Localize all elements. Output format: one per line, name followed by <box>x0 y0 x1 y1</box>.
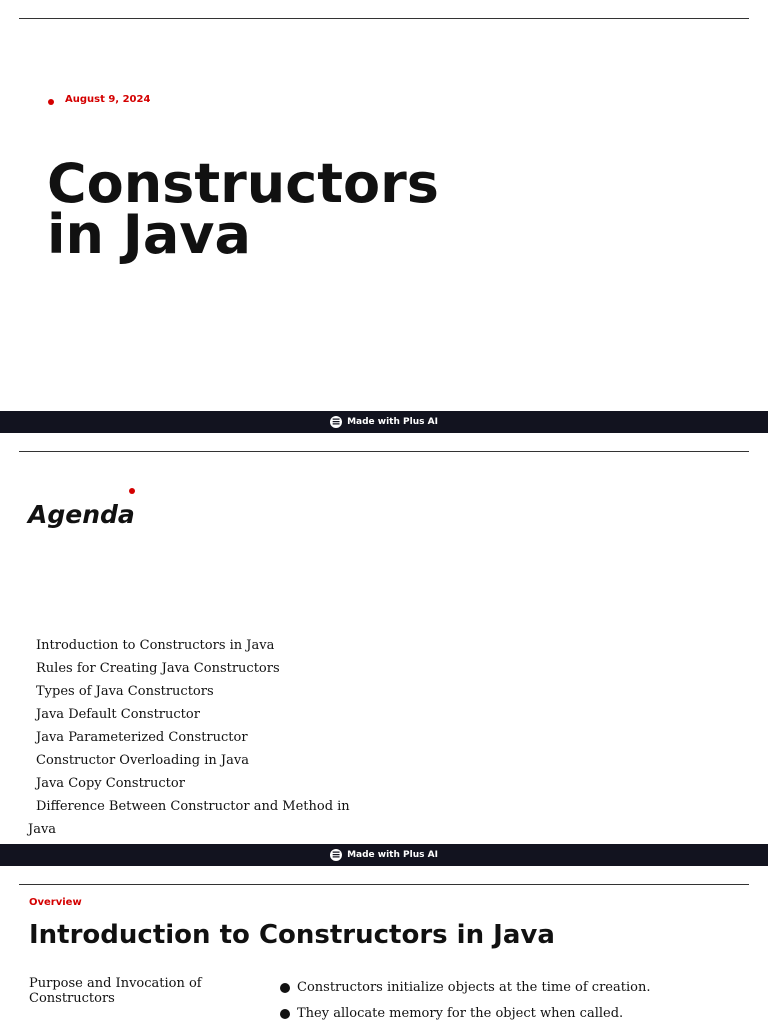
agenda-item: Introduction to Constructors in Java <box>36 638 275 653</box>
slide-title <box>47 152 439 266</box>
bullet-item <box>280 975 650 1001</box>
agenda-accent-dot-icon <box>129 488 135 494</box>
agenda-item: Rules for Creating Java Constructors <box>36 661 280 676</box>
agenda-list <box>28 634 358 841</box>
agenda-item-continuation: Java <box>28 822 57 837</box>
bullet-icon <box>280 1009 290 1019</box>
agenda-item: Java Parameterized Constructor <box>36 730 248 745</box>
plus-ai-logo-icon: ≡ <box>331 415 341 428</box>
bullet-text: Constructors initialize objects at the time of creation. <box>297 980 651 995</box>
made-with-plus-footer[interactable] <box>0 411 768 433</box>
section-heading: Introduction to Constructors in Java <box>29 920 555 950</box>
subtopic-text: Purpose and Invocation of Constructors <box>29 976 202 1006</box>
agenda-divider <box>19 451 749 452</box>
slide-date: August 9, 2024 <box>65 94 151 105</box>
bullet-list <box>280 975 650 1027</box>
slide-title-line2: in Java <box>47 203 251 266</box>
bullet-text: They allocate memory for the object when called. <box>297 1006 624 1021</box>
agenda-item: Constructor Overloading in Java <box>36 753 249 768</box>
agenda-item: Java Copy Constructor <box>36 776 185 791</box>
top-divider <box>19 18 749 19</box>
agenda-item: Java Default Constructor <box>36 707 200 722</box>
made-with-plus-footer[interactable] <box>0 844 768 866</box>
agenda-heading: Agenda <box>28 500 135 529</box>
agenda-item: Difference Between Constructor and Method in <box>36 799 350 814</box>
footer-label: Made with Plus AI <box>347 850 438 860</box>
plus-ai-logo-icon: ≡ <box>331 848 341 861</box>
overview-divider <box>19 884 749 885</box>
bullet-icon <box>280 983 290 993</box>
slide-title-line1: Constructors <box>47 152 439 215</box>
agenda-item: Types of Java Constructors <box>36 684 214 699</box>
bullet-item <box>280 1001 650 1027</box>
footer-label: Made with Plus AI <box>347 417 438 427</box>
date-bullet-icon <box>48 99 54 105</box>
section-label: Overview <box>29 897 82 908</box>
